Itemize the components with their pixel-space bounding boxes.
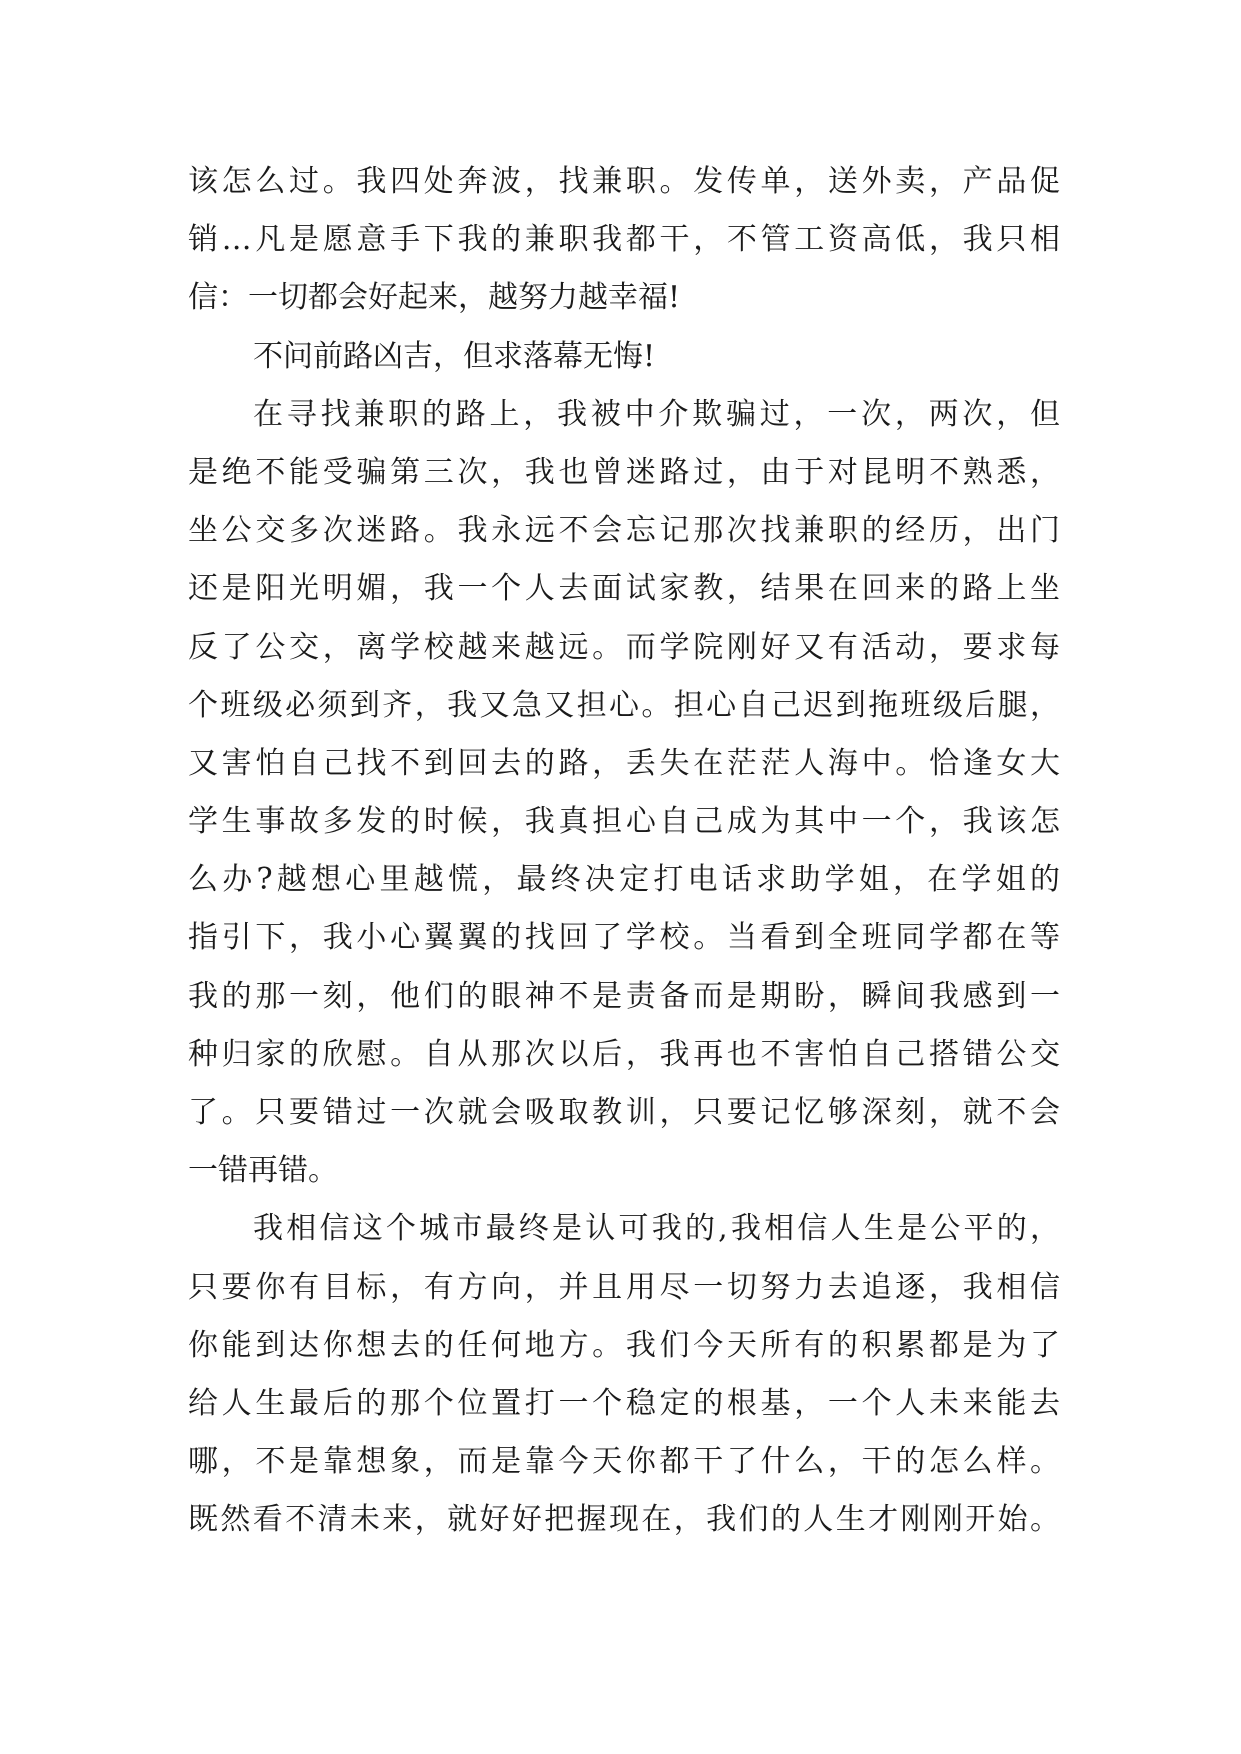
text-line: 么办?越想心里越慌，最终决定打电话求助学姐，在学姐的 bbox=[188, 862, 1060, 898]
text-line: 哪，不是靠想象，而是靠今天你都干了什么，干的怎么样。 bbox=[188, 1444, 1060, 1480]
text-line: 既然看不清未来，就好好把握现在，我们的人生才刚刚开始。 bbox=[188, 1502, 1060, 1538]
text-line: 种归家的欣慰。自从那次以后，我再也不害怕自己搭错公交 bbox=[188, 1036, 1060, 1072]
text-line: 反了公交，离学校越来越远。而学院刚好又有活动，要求每 bbox=[188, 629, 1060, 665]
text-line: 给人生最后的那个位置打一个稳定的根基，一个人未来能去 bbox=[188, 1385, 1060, 1421]
text-line: 一错再错。 bbox=[188, 1153, 338, 1189]
text-line: 指引下，我小心翼翼的找回了学校。当看到全班同学都在等 bbox=[188, 920, 1060, 956]
body-text bbox=[188, 153, 1060, 1550]
text-line: 我的那一刻，他们的眼神不是责备而是期盼，瞬间我感到一 bbox=[188, 978, 1060, 1014]
text-line: 还是阳光明媚，我一个人去面试家教，结果在回来的路上坐 bbox=[188, 571, 1060, 607]
paragraph-line: 不问前路凶吉，但求落幕无悔! bbox=[253, 338, 656, 374]
paragraph-line: 在寻找兼职的路上，我被中介欺骗过，一次，两次，但 bbox=[253, 396, 1060, 432]
text-line: 个班级必须到齐，我又急又担心。担心自己迟到拖班级后腿， bbox=[188, 687, 1060, 723]
text-line: 该怎么过。我四处奔波，找兼职。发传单，送外卖，产品促 bbox=[188, 164, 1060, 199]
paragraph-line: 我相信这个城市最终是认可我的,我相信人生是公平的， bbox=[253, 1211, 1060, 1247]
text-line: 了。只要错过一次就会吸取教训，只要记忆够深刻，就不会 bbox=[188, 1095, 1060, 1130]
text-line: 信：一切都会好起来，越努力越幸福! bbox=[188, 280, 681, 316]
text-line: 是绝不能受骗第三次，我也曾迷路过，由于对昆明不熟悉， bbox=[188, 454, 1060, 490]
text-line: 又害怕自己找不到回去的路，丢失在茫茫人海中。恰逢女大 bbox=[188, 745, 1060, 781]
text-line: 你能到达你想去的任何地方。我们今天所有的积累都是为了 bbox=[188, 1327, 1060, 1363]
text-line: 只要你有目标，有方向，并且用尽一切努力去追逐，我相信 bbox=[188, 1269, 1060, 1305]
text-line: 学生事故多发的时候，我真担心自己成为其中一个，我该怎 bbox=[188, 804, 1060, 840]
text-line: 销…凡是愿意手下我的兼职我都干，不管工资高低，我只相 bbox=[188, 222, 1060, 258]
text-line: 坐公交多次迷路。我永远不会忘记那次找兼职的经历，出门 bbox=[188, 513, 1060, 549]
